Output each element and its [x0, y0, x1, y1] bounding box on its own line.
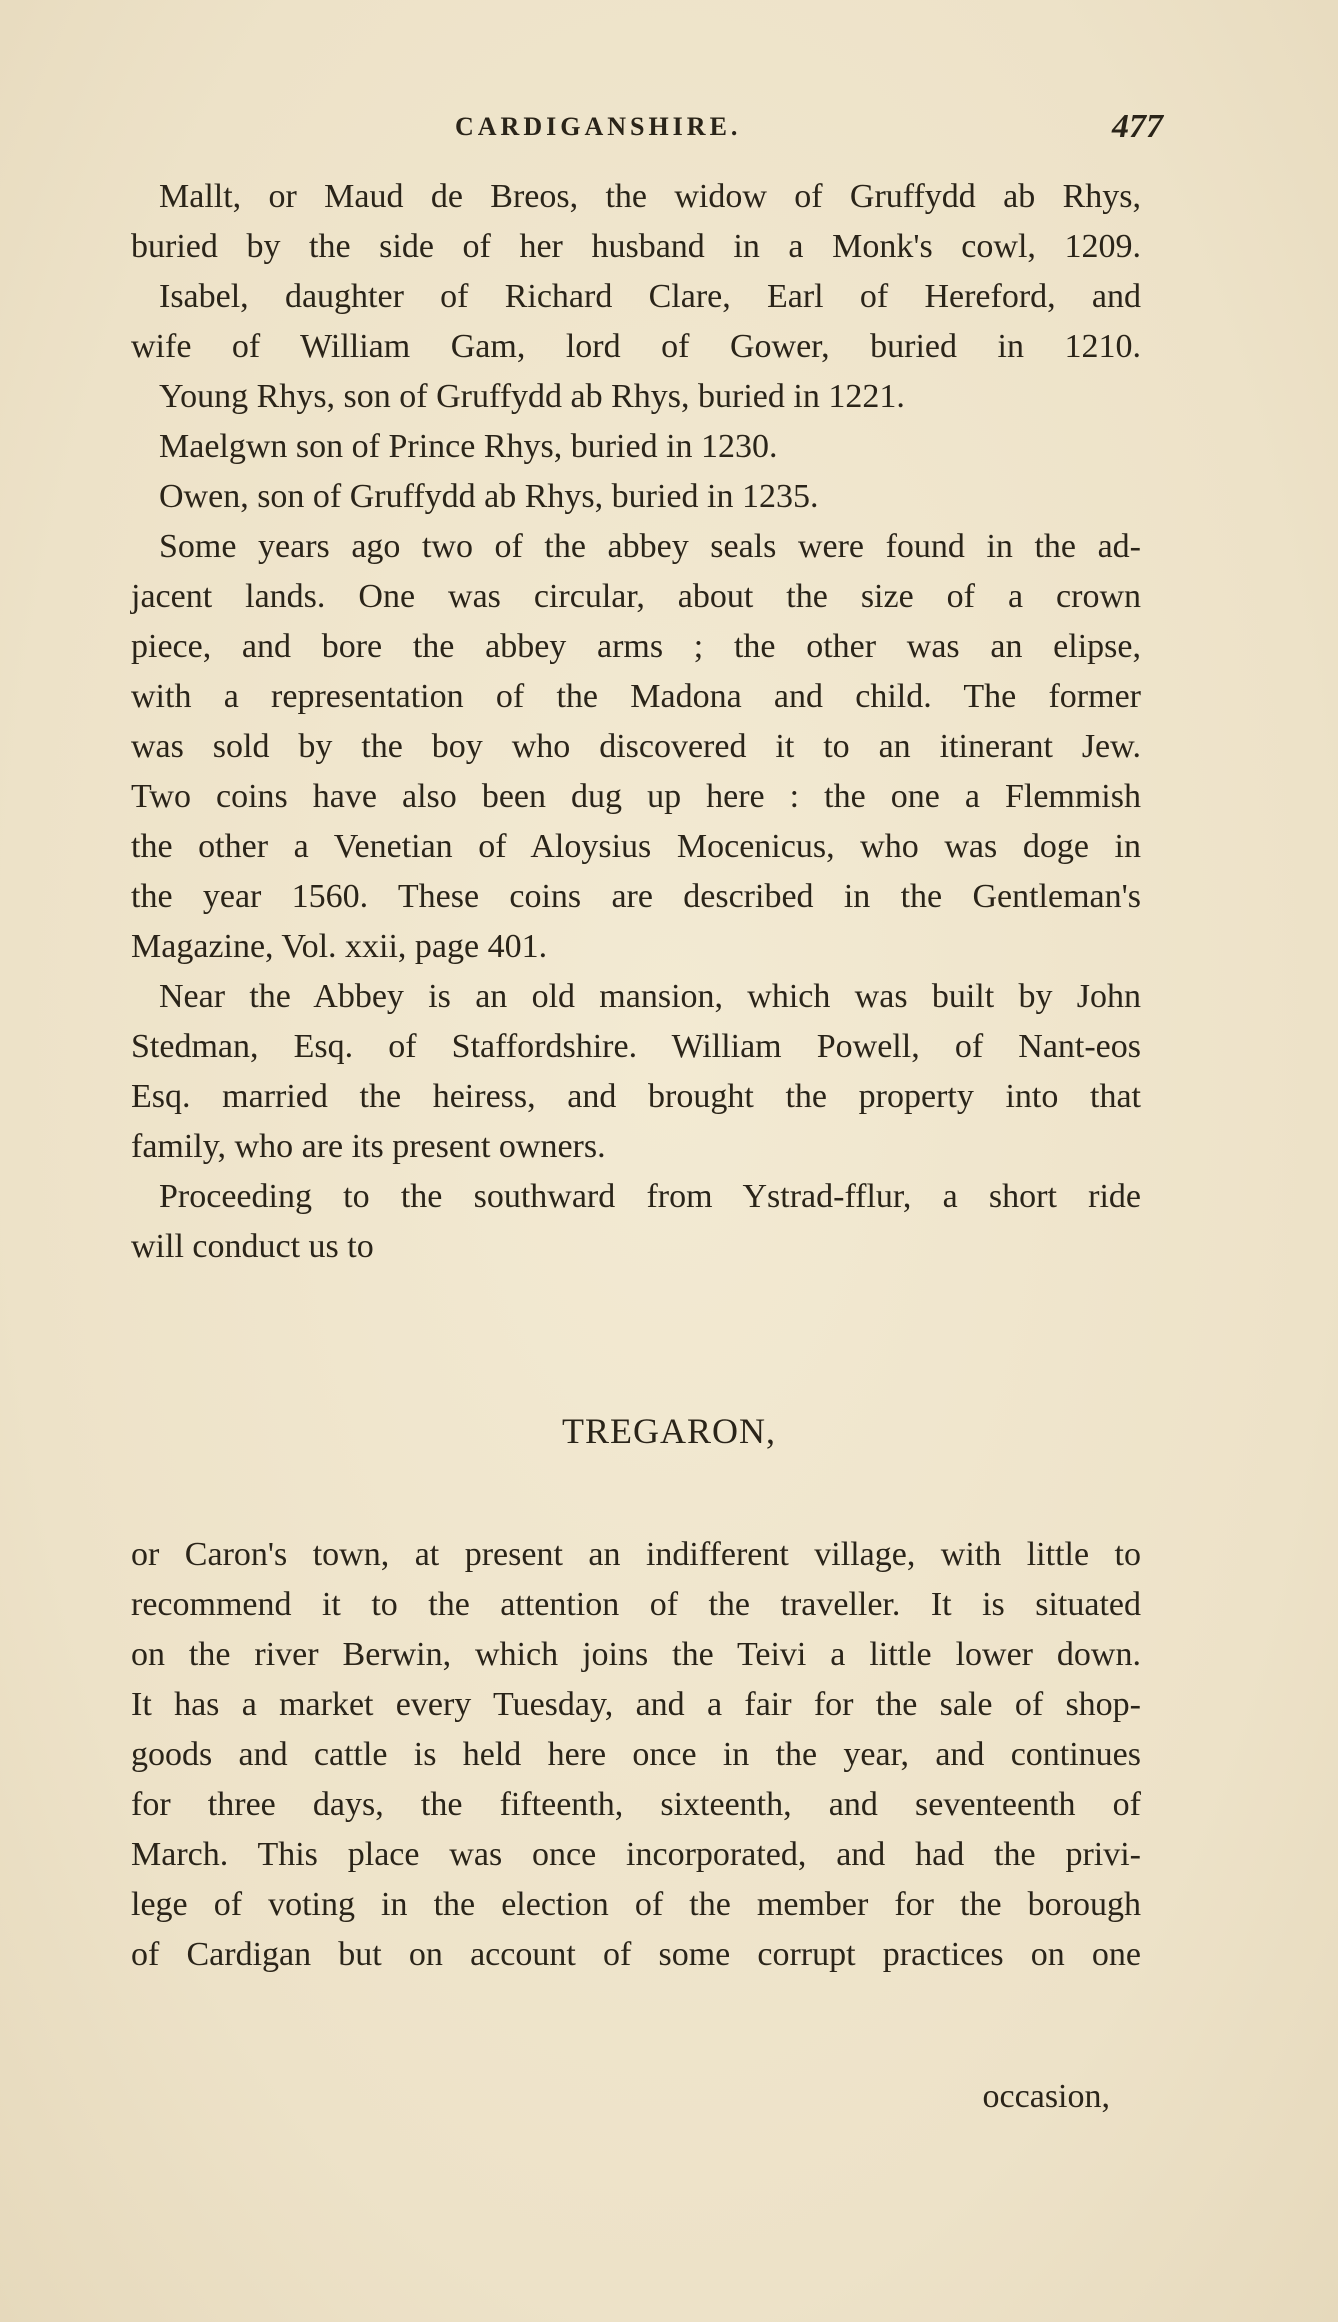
text-line: Near the Abbey is an old mansion, which was built by John [159, 978, 1141, 1015]
text-line: or Caron's town, at present an indifferent village, with little to [131, 1536, 1141, 1573]
text-line: jacent lands. One was circular, about the size of a crown [131, 578, 1141, 615]
text-section-tregaron [131, 1530, 1141, 1980]
text-line: Some years ago two of the abbey seals were found in the ad- [159, 528, 1141, 565]
text-line: wife of William Gam, lord of Gower, buried in 1210. [131, 328, 1141, 365]
text-line: was sold by the boy who discovered it to an itinerant Jew. [131, 728, 1141, 765]
catchword: occasion, [982, 2078, 1110, 2115]
text-section-abbey [131, 172, 1141, 1272]
text-line: buried by the side of her husband in a Monk's cowl, 1209. [131, 228, 1141, 265]
text-line: Magazine, Vol. xxii, page 401. [131, 928, 548, 965]
text-line: It has a market every Tuesday, and a fair for the sale of shop- [131, 1686, 1141, 1723]
text-line: on the river Berwin, which joins the Teivi a little lower down. [131, 1636, 1141, 1673]
text-line: the year 1560. These coins are described in the Gentleman's [131, 878, 1141, 915]
text-line: Maelgwn son of Prince Rhys, buried in 1230. [159, 428, 778, 465]
text-line: for three days, the fifteenth, sixteenth, and seventeenth of [131, 1786, 1141, 1823]
running-head [0, 108, 1338, 152]
text-line: piece, and bore the abbey arms ; the other was an elipse, [131, 628, 1141, 665]
text-line: Owen, son of Gruffydd ab Rhys, buried in 1235. [159, 478, 819, 515]
text-line: lege of voting in the election of the member for the borough [131, 1886, 1141, 1923]
running-head-title: CARDIGANSHIRE. [455, 112, 742, 141]
text-line: March. This place was once incorporated, and had the privi- [131, 1836, 1141, 1873]
text-line: Isabel, daughter of Richard Clare, Earl of Hereford, and [159, 278, 1141, 315]
section-heading: TREGARON, [562, 1411, 776, 1451]
text-line: Esq. married the heiress, and brought the property into that [131, 1078, 1141, 1115]
text-line: of Cardigan but on account of some corrupt practices on one [131, 1936, 1141, 1973]
text-line: goods and cattle is held here once in the year, and continues [131, 1736, 1141, 1773]
text-line: family, who are its present owners. [131, 1128, 606, 1165]
text-line: Mallt, or Maud de Breos, the widow of Gruffydd ab Rhys, [159, 178, 1141, 215]
text-line: with a representation of the Madona and child. The former [131, 678, 1141, 715]
text-line: Proceeding to the southward from Ystrad-fflur, a short ride [159, 1178, 1141, 1215]
text-line: Young Rhys, son of Gruffydd ab Rhys, buried in 1221. [159, 378, 905, 415]
text-line: the other a Venetian of Aloysius Mocenicus, who was doge in [131, 828, 1141, 865]
text-line: will conduct us to [131, 1228, 374, 1265]
text-line: Stedman, Esq. of Staffordshire. William Powell, of Nant-eos [131, 1028, 1141, 1065]
text-line: recommend it to the attention of the traveller. It is situated [131, 1586, 1141, 1623]
page-number: 477 [1112, 108, 1163, 145]
text-line: Two coins have also been dug up here : the one a Flemmish [131, 778, 1141, 815]
